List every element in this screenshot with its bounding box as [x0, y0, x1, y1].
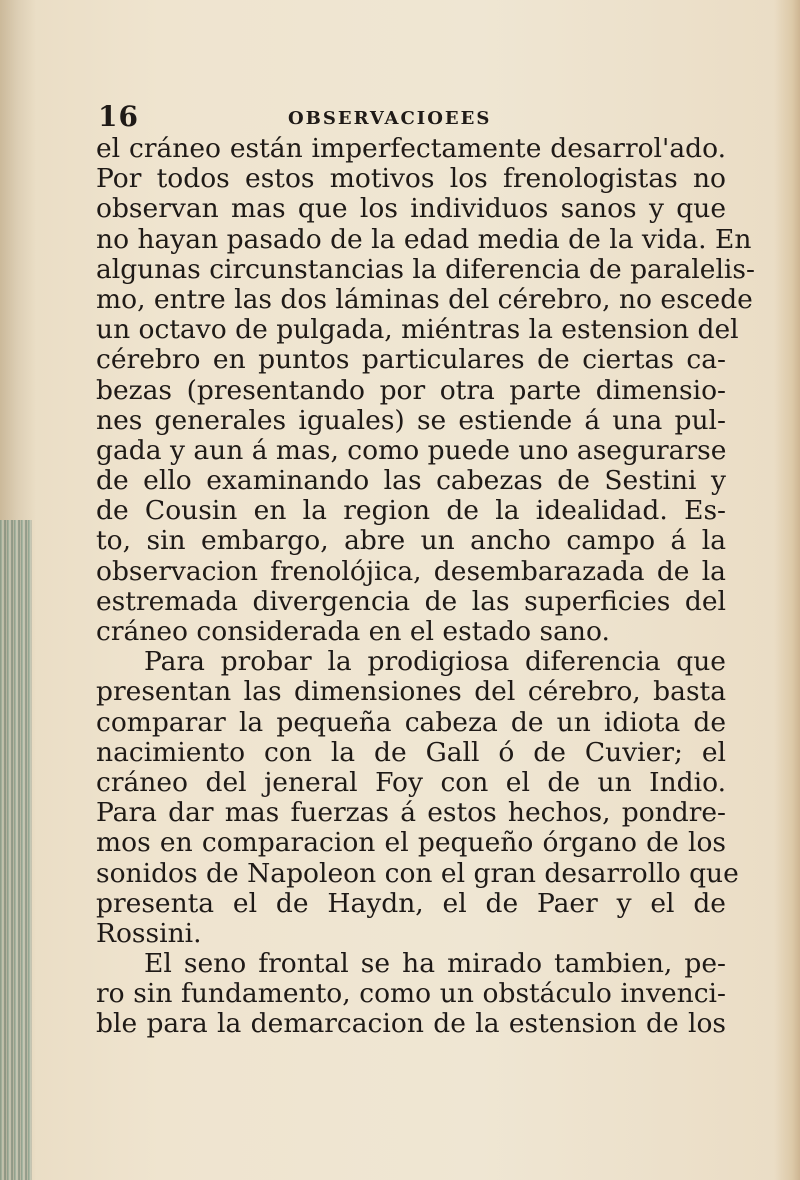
text-line: sonidos de Napoleon con el gran desarrollo que	[96, 857, 739, 889]
text-line: ro sin fundamento, como un obstáculo invenci-	[96, 978, 726, 1010]
text-line: presenta el de Haydn, el de Paer y el de	[96, 887, 726, 919]
text-line: cérebro en puntos particulares de ciertas ca-	[96, 344, 726, 376]
text-line: mo, entre las dos láminas del cérebro, no escede	[96, 283, 753, 315]
text-line: comparar la pequeña cabeza de un idiota de	[96, 706, 726, 738]
text-line: el cráneo están imperfectamente desarrol'ado.	[96, 133, 726, 164]
text-line: bezas (presentando por otra parte dimensio-	[96, 374, 726, 406]
text-line: observacion frenolójica, desembarazada de la	[96, 555, 726, 587]
paragraph-end-line: cráneo considerada en el estado sano.	[96, 616, 610, 647]
text-line: nacimiento con la de Gall ó de Cuvier; el	[96, 736, 726, 768]
text-line: Para dar mas fuerzas á estos hechos, pondre-	[96, 797, 726, 829]
text-line: gada y aun á mas, como puede uno asegurarse	[96, 434, 727, 466]
text-line: de ello examinando las cabezas de Sestini y	[96, 465, 726, 497]
text-line: to, sin embargo, abre un ancho campo á la	[96, 525, 726, 557]
paragraph-start-line: El seno frontal se ha mirado tambien, pe-	[144, 948, 726, 980]
running-head: OBSERVACIOEES	[288, 108, 492, 129]
text-line: de Cousin en la region de la idealidad. Es-	[96, 495, 726, 527]
text-line: un octavo de pulgada, miéntras la estension del	[96, 314, 739, 346]
text-line: estremada divergencia de las superficies del	[96, 585, 726, 617]
text-line: algunas circunstancias la diferencia de paralelis-	[96, 253, 755, 285]
book-binding-edge	[0, 520, 32, 1180]
text-line: no hayan pasado de la edad media de la vida. En	[96, 223, 752, 255]
paragraph-start-line: Para probar la prodigiosa diferencia que	[144, 646, 726, 678]
text-line: presentan las dimensiones del cérebro, basta	[96, 676, 726, 708]
text-line: Por todos estos motivos los frenologistas no	[96, 163, 726, 195]
text-line: cráneo del jeneral Foy con el de un Indio.	[96, 766, 726, 798]
page-number: 16	[98, 100, 139, 133]
text-line: observan mas que los individuos sanos y que	[96, 193, 726, 225]
paragraph-end-line: Rossini.	[96, 917, 202, 949]
text-line: mos en comparacion el pequeño órgano de los	[96, 827, 726, 859]
text-line: nes generales iguales) se estiende á una pul-	[96, 404, 726, 436]
page-shadow-right	[774, 0, 800, 1180]
text-line: ble para la demarcacion de la estension de los	[96, 1008, 726, 1040]
body-text	[96, 133, 755, 1040]
